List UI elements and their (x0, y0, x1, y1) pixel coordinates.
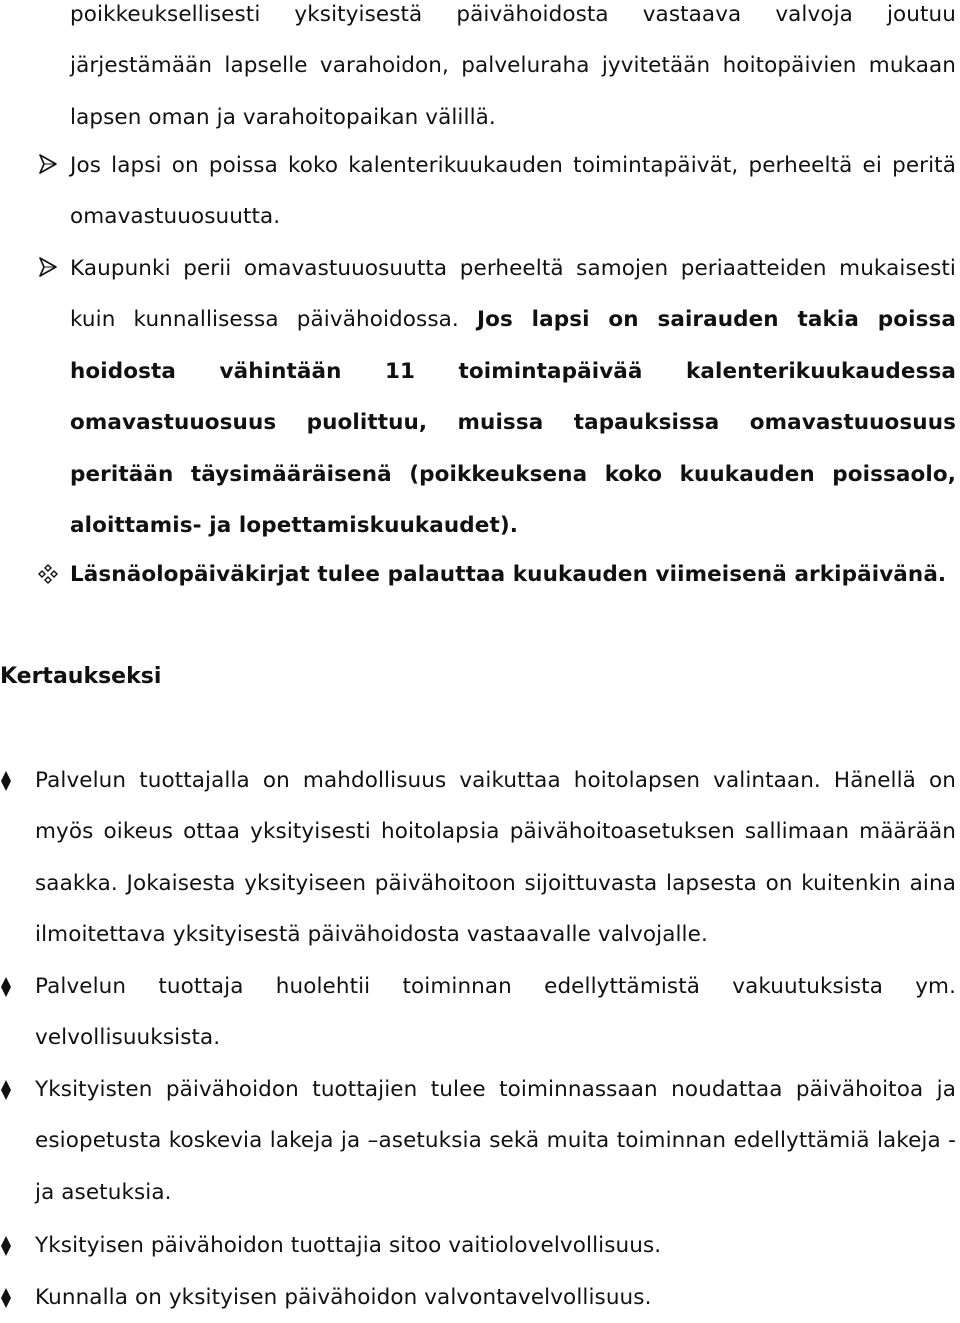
recap-item (35, 755, 956, 961)
notice-text: Läsnäolopäiväkirjat tulee palauttaa kuukauden viimeisenä arkipäivänä. (70, 562, 947, 587)
recap-text: Kunnalla on yksityisen päivähoidon valvontavelvollisuus. (35, 1285, 652, 1310)
intro-continuation: poikkeuksellisesti yksityisestä päivähoidosta vastaava valvoja joutuu järjestämään lapselle varahoidon, palveluraha jyvitetään hoitopäivien mukaan lapsen oman ja varahoitopaikan välillä. (70, 2, 956, 130)
recap-item (35, 1272, 956, 1323)
recap-text: Yksityisten päivähoidon tuottajien tulee toiminnassaan noudattaa päivähoitoa ja esiopetusta koskevia lakeja ja –asetuksia sekä muita toiminnan edellyttämiä lakeja - ja asetuksia. (35, 1077, 956, 1205)
notice-item (70, 549, 956, 600)
four-diamond-bullet-icon (37, 549, 59, 600)
recap-item (35, 1064, 956, 1218)
bullet-text-bold: Jos lapsi on sairauden takia poissa hoidosta vähintään 11 toimintapäivää kalenterikuukaudessa omavastuuosuus puolittuu, muissa tapauksissa omavastuuosuus peritään täysimääräisenä (poikkeuksena koko kuukauden poissaolo, aloittamis- ja lopettamiskuukaudet). (70, 307, 956, 539)
bullet-text: Jos lapsi on poissa koko kalenterikuukauden toimintapäivät, perheeltä ei peritä omavastuuosuutta. (70, 153, 956, 230)
diamond-bullet-icon (0, 1272, 20, 1323)
recap-text: Palvelun tuottajalla on mahdollisuus vaikuttaa hoitolapsen valintaan. Hänellä on myös oikeus ottaa yksityisesti hoitolapsia päivähoitoasetuksen sallimaan määrään saakka. Jokaisesta yksityiseen päivähoitoon sijoittuvasta lapsesta on kuitenkin aina ilmoitettava yksityisestä päivähoidosta vastaavalle valvojalle. (35, 768, 956, 948)
bullet-text-normal: Kaupunki perii omavastuuosuutta perheeltä samojen periaatteiden mukaisesti kuin kunnallisessa päivähoidossa. (70, 256, 956, 333)
arrowhead-bullet-icon (37, 140, 59, 191)
recap-text: Palvelun tuottaja huolehtii toiminnan edellyttämistä vakuutuksista ym. velvollisuuksista. (35, 974, 956, 1051)
bullet-item-fee (70, 243, 956, 551)
diamond-bullet-icon (0, 1220, 20, 1271)
bullet-item-absence (70, 140, 956, 243)
bullet-text (70, 243, 956, 551)
arrowhead-bullet-icon (37, 243, 59, 294)
diamond-bullet-icon (0, 1064, 20, 1115)
recap-item (35, 1220, 956, 1271)
recap-text: Yksityisen päivähoidon tuottajia sitoo vaitiolovelvollisuus. (35, 1233, 662, 1258)
recap-item (35, 961, 956, 1064)
diamond-bullet-icon (0, 755, 20, 806)
recap-heading: Kertaukseksi (0, 664, 162, 689)
diamond-bullet-icon (0, 961, 20, 1012)
